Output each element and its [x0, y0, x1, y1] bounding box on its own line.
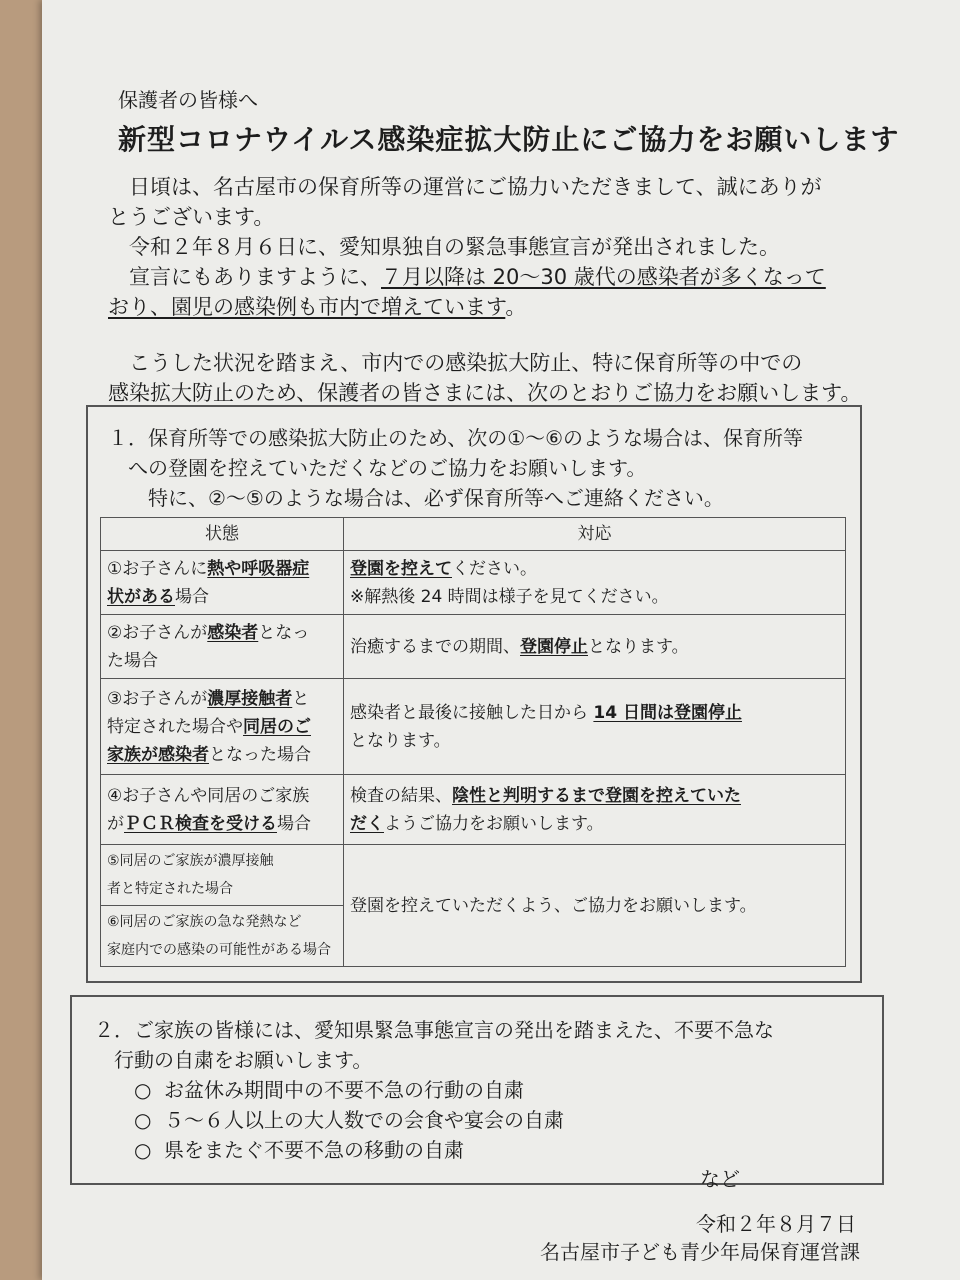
list-item: ○ ５～６人以上の大人数での会食や宴会の自粛 [94, 1105, 774, 1135]
section2-box [70, 995, 884, 1191]
intro-p3-post: 。 [505, 295, 527, 319]
section2-line1: ２．ご家族の皆様には、愛知県緊急事態宣言の発出を踏まえた、不要不急な [94, 1018, 774, 1042]
addressee: 保護者の皆様へ [118, 88, 258, 112]
response-cell-1: 登園を控えてください。 ※解熱後 24 時間は様子を見てください。 [344, 551, 846, 615]
table-row [101, 551, 846, 615]
section1-line1: １．保育所等での感染拡大防止のため、次の①～⑥のような場合は、保育所等 [108, 426, 804, 450]
etc-text: など [700, 1167, 740, 1191]
intro-p4-line1: こうした状況を踏まえ、市内での感染拡大防止、特に保育所等の中での [129, 351, 803, 375]
state-cell-1: ①お子さんに熱や呼吸器症 状がある場合 [101, 551, 344, 615]
state-cell-6: ⑥同居のご家族の急な発熱など 家庭内での感染の可能性がある場合 [101, 906, 344, 967]
intro-p1-line1: 日頃は、名古屋市の保育所等の運営にご協力いただきまして、誠にありが [129, 175, 822, 199]
state-cell-2: ②お子さんが感染者となっ た場合 [101, 615, 344, 679]
circle-bullet-icon: ○ [134, 1138, 152, 1162]
circle-bullet-icon: ○ [134, 1108, 152, 1132]
section1-box [86, 405, 862, 983]
response-cell-5-6: 登園を控えていただくよう、ご協力をお願いします。 [344, 845, 846, 967]
section1-line2: への登園を控えていただくなどのご協力をお願いします。 [128, 456, 647, 480]
circle-bullet-icon: ○ [134, 1078, 152, 1102]
issuer-org: 名古屋市子ども青少年局保育運営課 [540, 1240, 860, 1264]
intro-p2: 令和２年８月６日に、愛知県独自の緊急事態宣言が発出されました。 [129, 235, 780, 259]
table-row [101, 775, 846, 845]
issue-date: 令和２年８月７日 [696, 1212, 856, 1236]
response-cell-2: 治癒するまでの期間、登園停止となります。 [344, 615, 846, 679]
intro-p1-line2: とうございます。 [108, 205, 275, 229]
intro-p4-line2: 感染拡大防止のため、保護者の皆さまには、次のとおりご協力をお願いします。 [108, 381, 862, 405]
intro-p3-pre: 宣言にもありますように、 [129, 265, 381, 289]
table-header-row [101, 518, 846, 551]
notice-title: 新型コロナウイルス感染症拡大防止にご協力をお願いします [118, 123, 900, 156]
intro-text [108, 172, 861, 408]
list-item: ○ 県をまたぐ不要不急の移動の自粛 [94, 1135, 774, 1165]
section1-text [108, 423, 803, 513]
intro-p3-underline-2: おり、園児の感染例も市内で増えています [108, 295, 506, 319]
intro-p3-underline-1: ７月以降は 20～30 歳代の感染者が多くなって [381, 265, 826, 289]
section1-line3: 特に、②～⑤のような場合は、必ず保育所等へご連絡ください。 [148, 486, 724, 510]
state-cell-4: ④お子さんや同居のご家族 がＰＣＲ検査を受ける場合 [101, 775, 344, 845]
response-cell-3: 感染者と最後に接触した日から 14 日間は登園停止 となります。 [344, 679, 846, 775]
header-state: 状態 [101, 518, 344, 551]
state-cell-5: ⑤同居のご家族が濃厚接触 者と特定された場合 [101, 845, 344, 906]
section2-text [94, 1015, 774, 1165]
table-row [101, 615, 846, 679]
state-cell-3: ③お子さんが濃厚接触者と 特定された場合や同居のご 家族が感染者となった場合 [101, 679, 344, 775]
header-response: 対応 [344, 518, 846, 551]
section2-line2: 行動の自粛をお願いします。 [114, 1048, 373, 1072]
table-row [101, 845, 846, 906]
list-item: ○ お盆休み期間中の不要不急の行動の自粛 [94, 1075, 774, 1105]
response-cell-4: 検査の結果、陰性と判明するまで登園を控えていた だくようご協力をお願いします。 [344, 775, 846, 845]
status-table [100, 517, 846, 967]
table-row [101, 679, 846, 775]
